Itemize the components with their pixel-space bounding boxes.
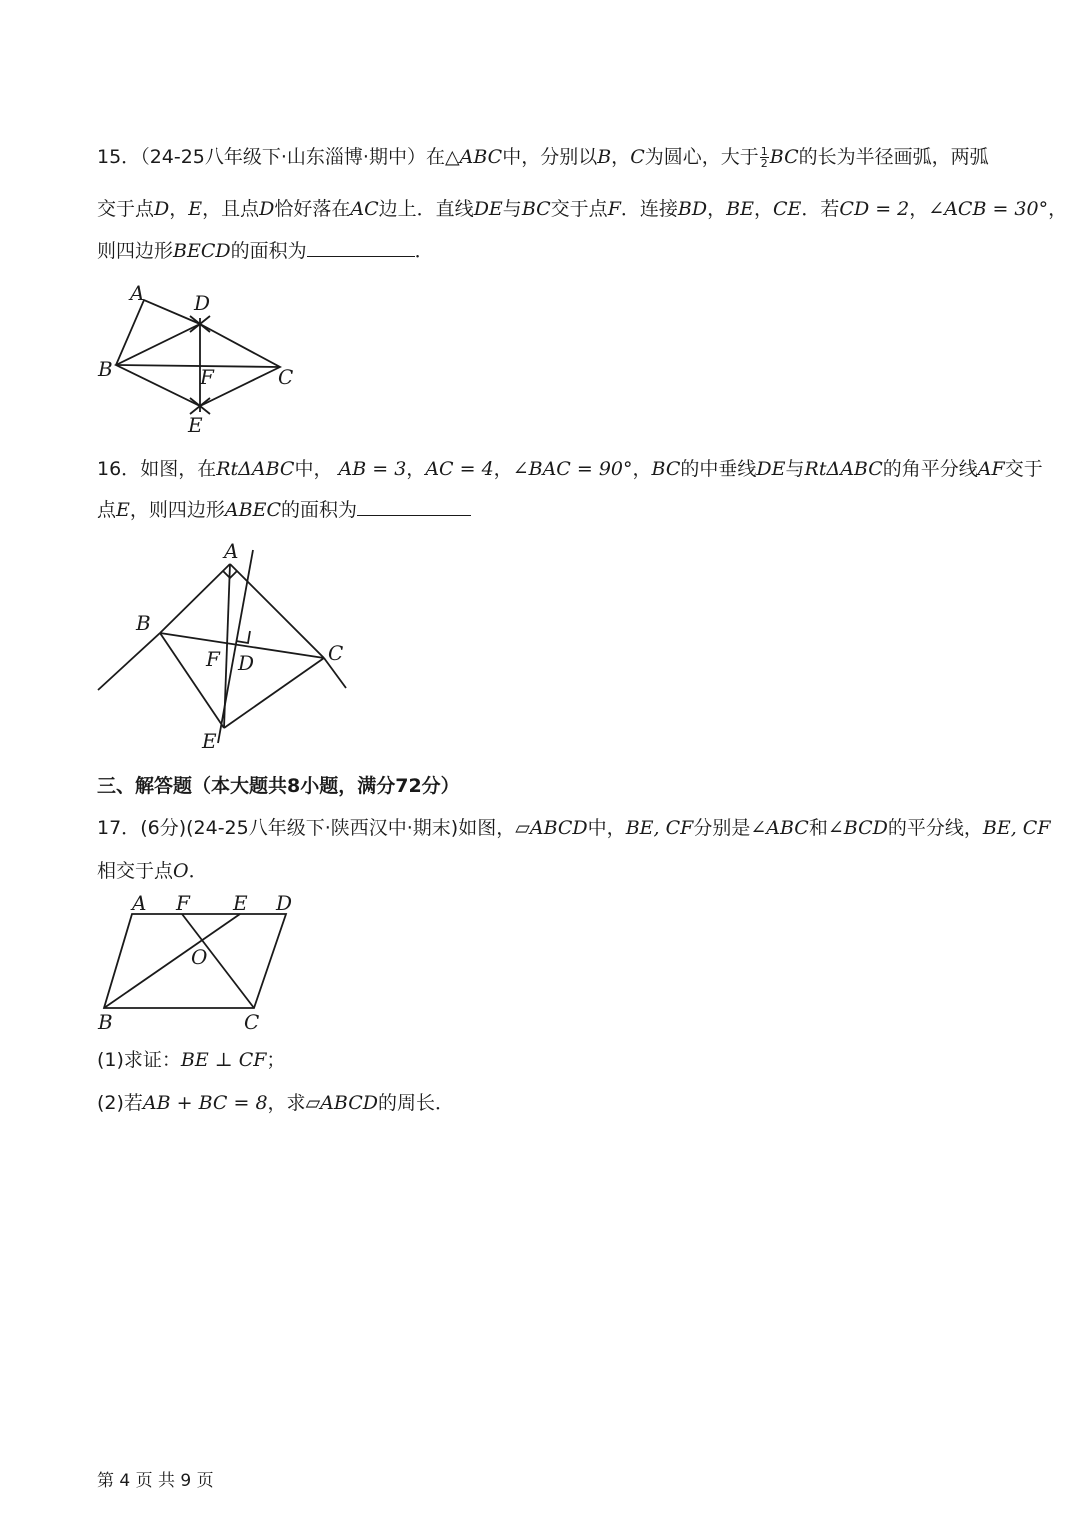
q16-math: AB = 3 [338, 458, 407, 480]
q15-math: BE [726, 198, 754, 220]
q17-source: (24-25八年级下·陕西汉中·期末) [186, 817, 459, 839]
q15-source: （24-25八年级下·山东淄博·期中） [140, 146, 426, 168]
q15-text: ， [169, 198, 189, 220]
section-3-title: 三、解答题（本大题共8小题，满分72分） [97, 775, 460, 797]
q15-answer-blank[interactable] [307, 238, 415, 257]
q15-figure [90, 278, 320, 438]
q16-math: RtΔABC [216, 458, 295, 480]
q15-text: ， [611, 146, 631, 168]
q15-text: ． [414, 240, 434, 262]
q15-text: 恰好落在 [274, 198, 351, 220]
q15-math: BD [677, 198, 708, 220]
q17-text: 分别是 [693, 817, 751, 839]
q16-text: ， [632, 458, 652, 480]
q15-math: AC [350, 198, 379, 220]
q15-math: B [597, 146, 612, 168]
q16-text: 中， [294, 458, 333, 480]
q15-text: ．若 [801, 198, 840, 220]
q17-part-1-label: (1)求证： [97, 1049, 181, 1071]
q15-text: 交于点 [97, 198, 155, 220]
q15-math: BECD [173, 240, 231, 262]
segment-BAD [116, 300, 200, 365]
q17-figure [90, 892, 310, 1032]
label-B: B [136, 611, 151, 635]
q16-text: 如图，在 [140, 458, 217, 480]
fraction-denominator: 2 [760, 157, 768, 170]
q17-math: BE, CF [982, 817, 1051, 839]
q15-text: 在△ [425, 146, 460, 168]
q15-fraction [760, 146, 769, 169]
q15-math: BC [521, 198, 551, 220]
q15-line-1 [97, 144, 989, 170]
q17-math: O [173, 860, 189, 882]
q16-math: AC = 4 [425, 458, 494, 480]
q17-text: ； [266, 1049, 286, 1071]
segment-BA [160, 564, 230, 633]
q15-math: C [630, 146, 645, 168]
q17-math: BE, CF [625, 817, 694, 839]
q15-text: 则四边形 [97, 240, 174, 262]
segment-BC [116, 365, 280, 367]
q16-text: ，则四边形 [129, 499, 225, 521]
q15-text: 边上．直线 [378, 198, 474, 220]
q16-number: 16． [97, 458, 141, 480]
q15-text: ， [1048, 198, 1068, 220]
q16-text: 的中垂线 [680, 458, 757, 480]
label-D: D [276, 891, 293, 915]
q17-text: 如图， [458, 817, 516, 839]
q15-number: 15． [97, 146, 141, 168]
q16-math: ∠BAC = 90° [512, 458, 633, 480]
q15-math: D [259, 198, 275, 220]
q15-math: CE [772, 198, 802, 220]
q16-text: ， [406, 458, 426, 480]
q17-math: ∠ABC [750, 817, 809, 839]
label-O: O [191, 945, 208, 969]
q15-text: ， [707, 198, 727, 220]
q17-math: ∠BCD [827, 817, 888, 839]
q16-line-2 [97, 497, 471, 523]
q15-math: ∠ACB = 30° [928, 198, 1049, 220]
label-B: B [98, 357, 113, 381]
label-F: F [206, 647, 220, 671]
label-A: A [130, 281, 145, 305]
q17-text: 相交于点 [97, 860, 174, 882]
q16-answer-blank[interactable] [357, 497, 471, 516]
label-F: F [200, 365, 214, 389]
segment-BE [104, 914, 240, 1008]
label-A: A [132, 891, 147, 915]
label-F: F [176, 891, 190, 915]
label-E: E [233, 891, 248, 915]
q15-text: 与 [502, 198, 522, 220]
q16-text: 点 [97, 499, 117, 521]
q16-math: RtΔABC [804, 458, 883, 480]
q15-text: 中，分别以 [502, 146, 598, 168]
q17-math: AB + BC = 8 [142, 1092, 268, 1114]
q16-math: E [116, 499, 130, 521]
q16-figure [90, 538, 360, 758]
label-E: E [188, 413, 203, 437]
q15-text: 交于点 [550, 198, 608, 220]
extension-line-left [98, 633, 160, 690]
q16-math: AF [977, 458, 1005, 480]
q16-text: 与 [785, 458, 805, 480]
q17-part-1 [97, 1047, 285, 1073]
q15-math: CD = 2 [839, 198, 910, 220]
q17-text: 的周长． [377, 1092, 454, 1114]
q17-number: 17． [97, 817, 141, 839]
q17-text: ，求 [267, 1092, 306, 1114]
q16-math: ABEC [224, 499, 281, 521]
q17-math: BE ⊥ CF [180, 1049, 267, 1071]
q15-text: ， [753, 198, 773, 220]
q17-line-1 [97, 815, 1051, 841]
q15-math: BC [769, 146, 799, 168]
q15-text: ．连接 [620, 198, 678, 220]
q15-line-3 [97, 238, 434, 264]
q15-math: D [154, 198, 170, 220]
q15-math: F [607, 198, 621, 220]
q16-text: 交于 [1004, 458, 1043, 480]
q17-math: ▱ABCD [305, 1092, 378, 1114]
q15-math: ABC [459, 146, 503, 168]
q15-text: 的长为半径画弧，两弧 [798, 146, 989, 168]
segment-AC [230, 564, 324, 658]
label-E: E [202, 729, 217, 753]
label-D: D [194, 291, 211, 315]
q15-math: E [188, 198, 203, 220]
q17-score: (6分) [140, 817, 187, 839]
q16-text: 的角平分线 [882, 458, 978, 480]
q17-text: 的平分线， [887, 817, 983, 839]
q16-text: 的面积为 [281, 499, 358, 521]
label-C: C [328, 641, 344, 665]
fraction-numerator: 1 [760, 145, 768, 158]
q17-text: ． [188, 860, 208, 882]
label-D: D [238, 651, 255, 675]
label-B: B [98, 1010, 113, 1034]
q16-math: DE [756, 458, 786, 480]
q17-line-2 [97, 858, 208, 884]
q17-text: 和 [808, 817, 828, 839]
q16-line-1 [97, 456, 1043, 482]
label-C: C [244, 1010, 260, 1034]
q15-math: DE [473, 198, 503, 220]
q15-text: ，且点 [202, 198, 260, 220]
q15-line-2 [97, 196, 1067, 222]
page-footer: 第 4 页 共 9 页 [97, 1471, 214, 1491]
label-C: C [278, 365, 294, 389]
q15-text: ， [909, 198, 929, 220]
q17-part-2 [97, 1090, 454, 1116]
label-A: A [224, 539, 239, 563]
q17-math: ▱ABCD [515, 817, 588, 839]
q15-text: 的面积为 [230, 240, 307, 262]
q16-math: BC [651, 458, 681, 480]
q16-text: ， [493, 458, 513, 480]
q15-text: 为圆心，大于 [644, 146, 759, 168]
q17-text: 中， [587, 817, 626, 839]
q17-part-2-label: (2)若 [97, 1092, 143, 1114]
